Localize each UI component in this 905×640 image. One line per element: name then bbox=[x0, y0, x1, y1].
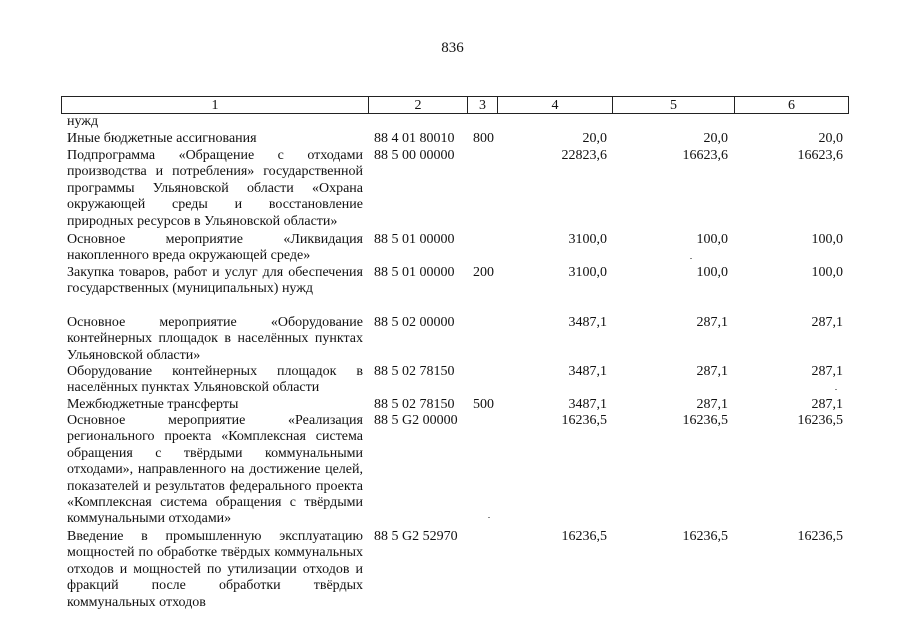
row-code: 88 5 01 00000 bbox=[374, 265, 455, 280]
header-cell-2: 2 bbox=[414, 98, 422, 113]
row-value-6: 16236,5 bbox=[797, 529, 843, 544]
row-value-5: 16236,5 bbox=[682, 529, 728, 544]
row-code: 88 5 02 00000 bbox=[374, 315, 455, 330]
row-code: 88 5 02 78150 bbox=[374, 397, 455, 412]
row-value-4: 16236,5 bbox=[561, 413, 607, 428]
row-value-5: 100,0 bbox=[696, 232, 728, 247]
continuation-text: нужд bbox=[67, 114, 99, 129]
row-name: Основное мероприятие «Оборудование контейнерных площадок в населённых пунктах Ульяновской области» bbox=[67, 315, 363, 363]
row-value-4: 20,0 bbox=[582, 131, 607, 146]
row-value-4: 3487,1 bbox=[568, 315, 607, 330]
row-type: 200 bbox=[473, 265, 494, 280]
row-code: 88 5 G2 00000 bbox=[374, 413, 458, 428]
row-value-6: 20,0 bbox=[818, 131, 843, 146]
row-value-5: 287,1 bbox=[696, 397, 728, 412]
header-cell-3: 3 bbox=[479, 98, 486, 113]
row-type: 500 bbox=[473, 397, 494, 412]
row-value-5: 16623,6 bbox=[682, 148, 728, 163]
row-value-6: 287,1 bbox=[811, 364, 843, 379]
row-value-4: 3100,0 bbox=[568, 232, 607, 247]
row-name: Введение в промышленную эксплуатацию мощностей по обработке твёрдых коммунальных отходов и мощностей по утилизации отходов и фракций после обработки твёрдых коммунальных отходов bbox=[67, 529, 363, 610]
row-value-4: 3487,1 bbox=[568, 397, 607, 412]
row-code: 88 4 01 80010 bbox=[374, 131, 455, 146]
page-number: 836 bbox=[441, 40, 464, 56]
row-value-4: 16236,5 bbox=[561, 529, 607, 544]
row-type: 800 bbox=[473, 131, 494, 146]
row-name: Иные бюджетные ассигнования bbox=[67, 131, 257, 146]
row-value-5: 287,1 bbox=[696, 315, 728, 330]
table-header-row bbox=[61, 96, 849, 114]
row-code: 88 5 00 00000 bbox=[374, 148, 455, 163]
header-cell-4: 4 bbox=[551, 98, 559, 113]
row-value-6: 100,0 bbox=[811, 232, 843, 247]
row-value-6: 100,0 bbox=[811, 265, 843, 280]
row-value-4: 3487,1 bbox=[568, 364, 607, 379]
row-value-6: 16623,6 bbox=[797, 148, 843, 163]
row-value-6: 287,1 bbox=[811, 315, 843, 330]
header-cell-6: 6 bbox=[788, 98, 795, 113]
row-name: Основное мероприятие «Ликвидация накопленного вреда окружающей среде» bbox=[67, 232, 363, 264]
scan-speck bbox=[488, 517, 490, 518]
row-value-5: 16236,5 bbox=[682, 413, 728, 428]
row-name: Оборудование контейнерных площадок в населённых пунктах Ульяновской области bbox=[67, 364, 363, 396]
scan-speck bbox=[835, 389, 837, 390]
header-cell-5: 5 bbox=[670, 98, 677, 113]
header-cell-1: 1 bbox=[211, 98, 219, 113]
row-name: Основное мероприятие «Реализация регионального проекта «Комплексная система обращения с твёрдыми коммунальными отходами», направленного на достижение целей, показателей и результатов федерального проекта «Комплексная система обращения с твёрдыми коммунальными отходами» bbox=[67, 413, 363, 527]
row-code: 88 5 G2 52970 bbox=[374, 529, 458, 544]
row-value-6: 287,1 bbox=[811, 397, 843, 412]
row-value-5: 100,0 bbox=[696, 265, 728, 280]
row-name: Закупка товаров, работ и услуг для обеспечения государственных (муниципальных) нужд bbox=[67, 265, 363, 297]
row-value-5: 20,0 bbox=[703, 131, 728, 146]
row-value-5: 287,1 bbox=[696, 364, 728, 379]
row-name: Подпрограмма «Обращение с отходами производства и потребления» государственной программы Ульяновской области «Охрана окружающей среды и восстановление природных ресурсов в Ульяновской области» bbox=[67, 148, 363, 229]
scan-speck bbox=[690, 258, 692, 259]
row-code: 88 5 02 78150 bbox=[374, 364, 455, 379]
row-name: Межбюджетные трансферты bbox=[67, 397, 239, 412]
row-code: 88 5 01 00000 bbox=[374, 232, 455, 247]
row-value-6: 16236,5 bbox=[797, 413, 843, 428]
row-value-4: 3100,0 bbox=[568, 265, 607, 280]
row-value-4: 22823,6 bbox=[561, 148, 607, 163]
